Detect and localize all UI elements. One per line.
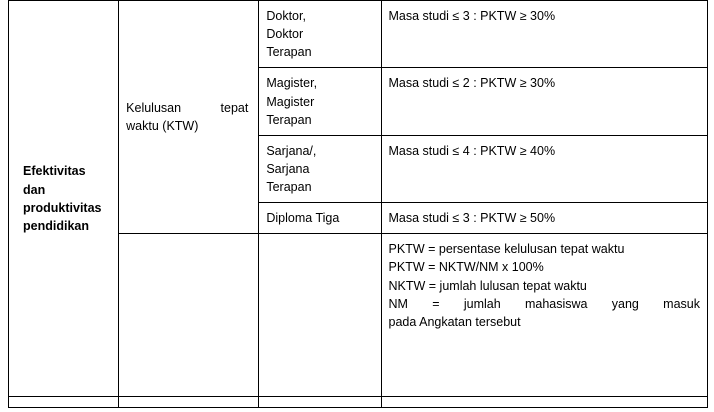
note-line-4: NM = jumlah mahasiswa yang masuk bbox=[388, 296, 700, 311]
cell-level-empty bbox=[259, 234, 381, 397]
note-line-3: NKTW = jumlah lulusan tepat waktu bbox=[388, 278, 587, 293]
cell-target: Masa studi ≤ 4 : PKTW ≥ 40% bbox=[381, 135, 707, 202]
cell-indicator bbox=[119, 1, 259, 234]
cell-notes bbox=[381, 234, 707, 397]
note-line-1: PKTW = persentase kelulusan tepat waktu bbox=[388, 242, 625, 257]
cell-level bbox=[259, 203, 381, 234]
cell-spacer-1 bbox=[9, 397, 119, 408]
note-line-5: pada Angkatan tersebut bbox=[388, 314, 521, 329]
cell-level bbox=[259, 1, 381, 68]
indicator-line-2: waktu (KTW) bbox=[126, 119, 199, 134]
cell-spacer-4 bbox=[381, 397, 707, 408]
criteria-table bbox=[8, 0, 708, 408]
cell-target: Masa studi ≤ 2 : PKTW ≥ 30% bbox=[381, 68, 707, 135]
indicator-line-1: Kelulusan tepat bbox=[126, 101, 249, 115]
cell-level bbox=[259, 68, 381, 135]
cell-indicator-empty bbox=[119, 234, 259, 397]
level-line: Terapan bbox=[266, 112, 312, 127]
table-row bbox=[9, 1, 708, 68]
level-line: Doktor, bbox=[266, 9, 306, 23]
table-row-spacer bbox=[9, 397, 708, 408]
cell-level bbox=[259, 135, 381, 202]
level-line: Terapan bbox=[266, 180, 312, 194]
level-line: Sarjana bbox=[266, 161, 310, 176]
level-line: Diploma Tiga bbox=[266, 211, 340, 226]
cell-criteria: Efektivitas dan produktivitas pendidikan bbox=[9, 1, 119, 397]
level-line: Magister, bbox=[266, 76, 318, 91]
level-line: Sarjana/, bbox=[266, 143, 317, 158]
level-line: Terapan bbox=[266, 45, 312, 60]
cell-target: Masa studi ≤ 3 : PKTW ≥ 50% bbox=[381, 203, 707, 234]
level-line: Doktor bbox=[266, 27, 304, 42]
cell-spacer-3 bbox=[259, 397, 381, 408]
note-line-2: PKTW = NKTW/NM x 100% bbox=[388, 260, 544, 275]
level-line: Magister bbox=[266, 94, 315, 109]
cell-target: Masa studi ≤ 3 : PKTW ≥ 30% bbox=[381, 1, 707, 68]
cell-spacer-2 bbox=[119, 397, 259, 408]
